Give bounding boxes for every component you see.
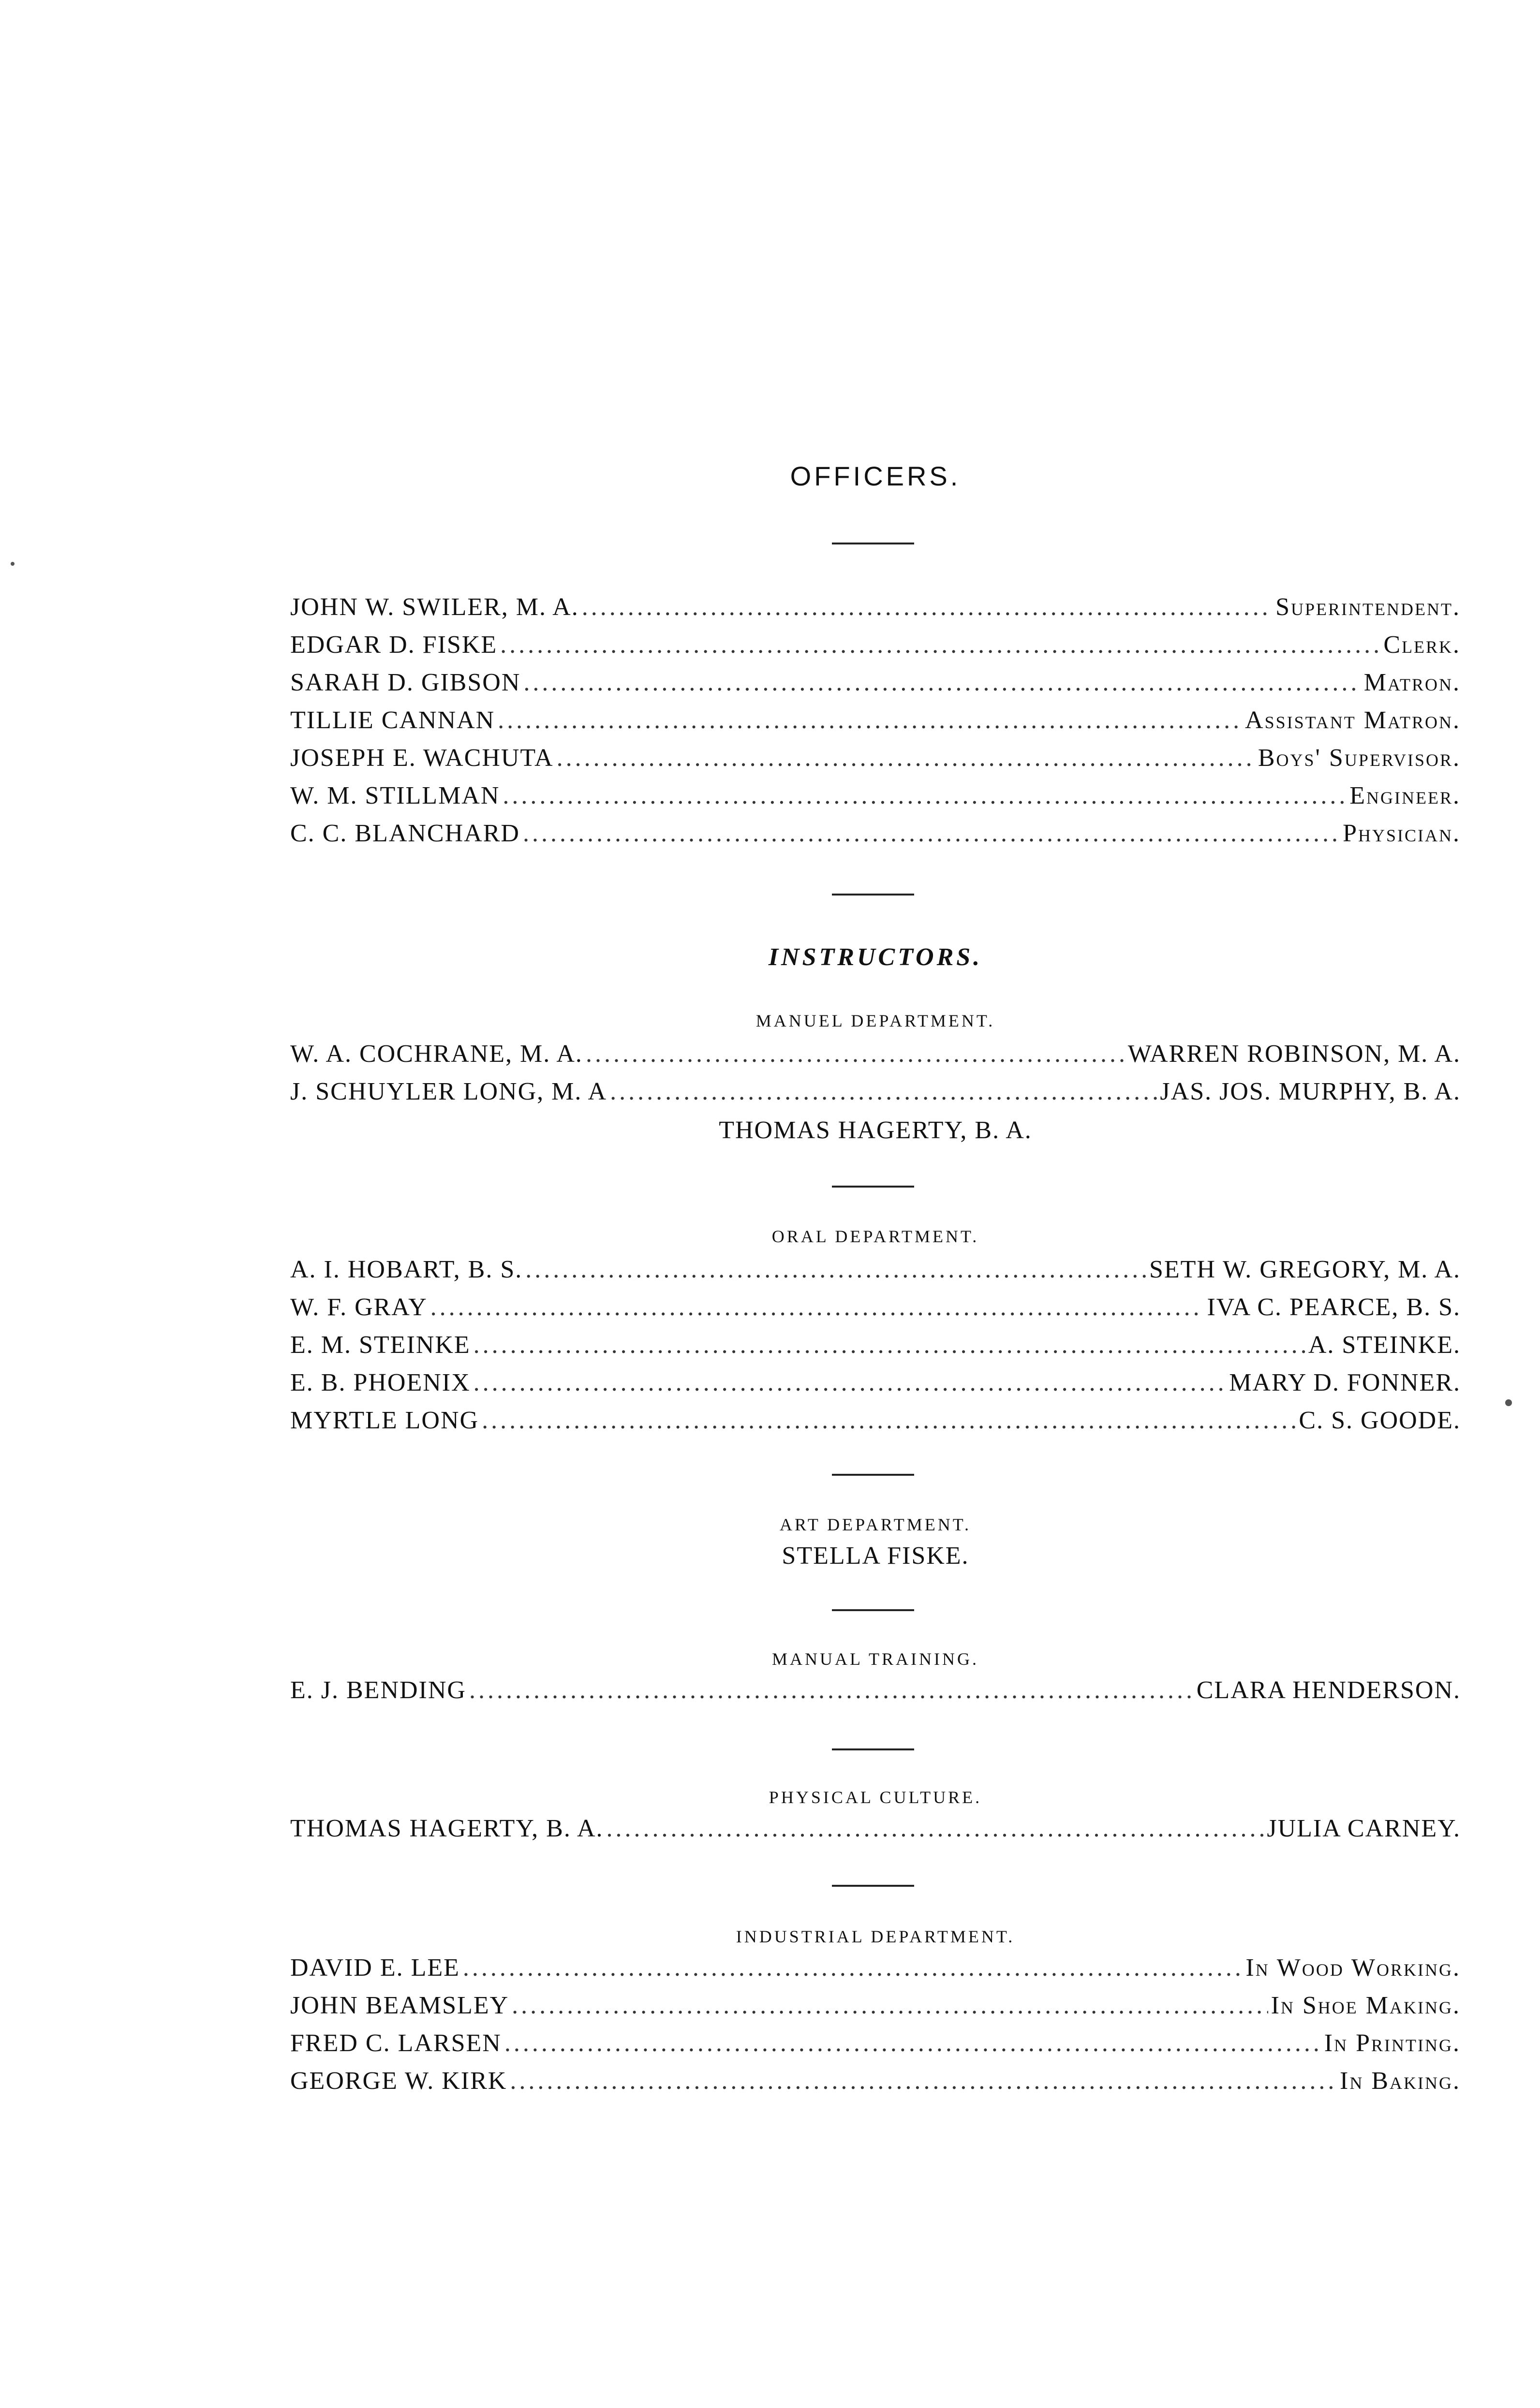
dot-leader [474, 1368, 1227, 1397]
instructor-trade: In Printing. [1324, 2029, 1461, 2057]
instructor-row [290, 1331, 1461, 1368]
scan-speck [1505, 1399, 1512, 1406]
officer-title: Matron. [1363, 669, 1461, 696]
instructor-right: A. STEINKE. [1308, 1331, 1461, 1359]
divider-rule [832, 1748, 914, 1750]
instructor-left: E. J. BENDING [290, 1676, 466, 1704]
instructor-row [290, 2029, 1461, 2067]
instructors-heading: INSTRUCTORS. [768, 943, 983, 971]
dot-leader [430, 1293, 1204, 1321]
instructor-trade: In Baking. [1340, 2067, 1461, 2095]
instructor-name: FRED C. LARSEN [290, 2029, 502, 2057]
dot-leader [525, 1255, 1146, 1284]
instructor-right: JAS. JOS. MURPHY, B. A. [1160, 1078, 1461, 1105]
officer-title: Superintendent. [1275, 593, 1461, 621]
oral-department-list [290, 1255, 1461, 1444]
industrial-department-label: INDUSTRIAL DEPARTMENT. [736, 1927, 1015, 1946]
manual-department-single: THOMAS HAGERTY, B. A. [719, 1116, 1032, 1144]
dot-leader [504, 2029, 1321, 2057]
officer-name: TILLIE CANNAN [290, 706, 495, 734]
officer-title: Engineer. [1349, 782, 1461, 809]
instructor-row [290, 1676, 1461, 1714]
instructor-row [290, 1040, 1461, 1077]
dot-leader [512, 1991, 1268, 2020]
officer-row [290, 593, 1461, 631]
officer-row [290, 744, 1461, 781]
instructor-right: C. S. GOODE. [1299, 1407, 1461, 1434]
officer-row [290, 668, 1461, 706]
officer-row [290, 781, 1461, 819]
divider-rule [832, 1885, 914, 1887]
officer-row [290, 819, 1461, 857]
dot-leader [607, 1814, 1264, 1843]
divider-rule [832, 543, 914, 544]
physical-culture-list [290, 1814, 1461, 1852]
divider-rule [832, 1609, 914, 1611]
instructor-name: JOHN BEAMSLEY [290, 1992, 509, 2019]
instructor-left: W. F. GRAY [290, 1293, 428, 1321]
officer-name: JOHN W. SWILER, M. A. [290, 593, 579, 621]
scan-speck [11, 562, 15, 566]
instructor-right: MARY D. FONNER. [1229, 1369, 1461, 1396]
manual-department-label: MANUEL DEPARTMENT. [755, 1011, 995, 1030]
dot-leader [586, 1040, 1125, 1068]
instructor-left: THOMAS HAGERTY, B. A. [290, 1815, 604, 1842]
officer-title: Physician. [1343, 820, 1461, 847]
officer-name: C. C. BLANCHARD [290, 820, 520, 847]
officers-heading: OFFICERS. [790, 461, 961, 491]
art-department-label: ART DEPARTMENT. [779, 1515, 972, 1534]
instructor-row [290, 1255, 1461, 1293]
dot-leader [523, 819, 1340, 848]
officer-row [290, 706, 1461, 744]
instructor-row [290, 1077, 1461, 1115]
dot-leader [474, 1331, 1305, 1359]
dot-leader [500, 631, 1380, 659]
dot-leader [557, 744, 1255, 772]
dot-leader [463, 1953, 1243, 1982]
instructor-right: CLARA HENDERSON. [1196, 1676, 1461, 1704]
instructor-row [290, 1991, 1461, 2029]
industrial-department-list [290, 1953, 1461, 2104]
instructor-right: WARREN ROBINSON, M. A. [1127, 1040, 1461, 1068]
dot-leader [469, 1676, 1194, 1704]
oral-department-label: ORAL DEPARTMENT. [771, 1227, 979, 1246]
officer-row [290, 631, 1461, 668]
instructor-trade: In Wood Working. [1245, 1954, 1461, 1982]
instructor-name: GEORGE W. KIRK [290, 2067, 507, 2095]
manual-training-list [290, 1676, 1461, 1714]
instructor-right: IVA C. PEARCE, B. S. [1207, 1293, 1461, 1321]
instructor-row [290, 1368, 1461, 1406]
instructor-left: MYRTLE LONG [290, 1407, 479, 1434]
instructor-right: SETH W. GREGORY, M. A. [1149, 1256, 1461, 1283]
divider-rule [832, 894, 914, 896]
art-department-single: STELLA FISKE. [782, 1542, 969, 1570]
instructor-name: DAVID E. LEE [290, 1954, 460, 1982]
dot-leader [582, 593, 1273, 621]
instructor-left: W. A. COCHRANE, M. A. [290, 1040, 583, 1068]
officer-title: Boys' Supervisor. [1258, 744, 1461, 772]
officer-name: SARAH D. GIBSON [290, 669, 521, 696]
instructor-right: JULIA CARNEY. [1267, 1815, 1461, 1842]
instructor-left: A. I. HOBART, B. S. [290, 1256, 523, 1283]
divider-rule [832, 1186, 914, 1188]
dot-leader [610, 1077, 1157, 1106]
manual-department-list [290, 1040, 1461, 1115]
officers-list [290, 593, 1461, 857]
instructor-left: E. B. PHOENIX [290, 1369, 471, 1396]
dot-leader [523, 668, 1361, 697]
officer-name: W. M. STILLMAN [290, 782, 500, 809]
divider-rule [832, 1474, 914, 1476]
officer-name: EDGAR D. FISKE [290, 631, 498, 659]
instructor-left: E. M. STEINKE [290, 1331, 471, 1359]
dot-leader [503, 781, 1347, 810]
officer-title: Clerk. [1383, 631, 1461, 659]
dot-leader [498, 706, 1242, 734]
instructor-row [290, 1406, 1461, 1444]
dot-leader [482, 1406, 1296, 1435]
instructor-row [290, 1953, 1461, 1991]
officer-title: Assistant Matron. [1245, 706, 1461, 734]
physical-culture-label: PHYSICAL CULTURE. [769, 1788, 982, 1807]
instructor-row [290, 1814, 1461, 1852]
instructor-left: J. SCHUYLER LONG, M. A [290, 1078, 607, 1105]
instructor-row [290, 1293, 1461, 1331]
instructor-trade: In Shoe Making. [1271, 1992, 1461, 2019]
manual-training-label: MANUAL TRAINING. [772, 1649, 979, 1669]
dot-leader [510, 2067, 1337, 2095]
instructor-row [290, 2067, 1461, 2104]
officer-name: JOSEPH E. WACHUTA [290, 744, 554, 772]
